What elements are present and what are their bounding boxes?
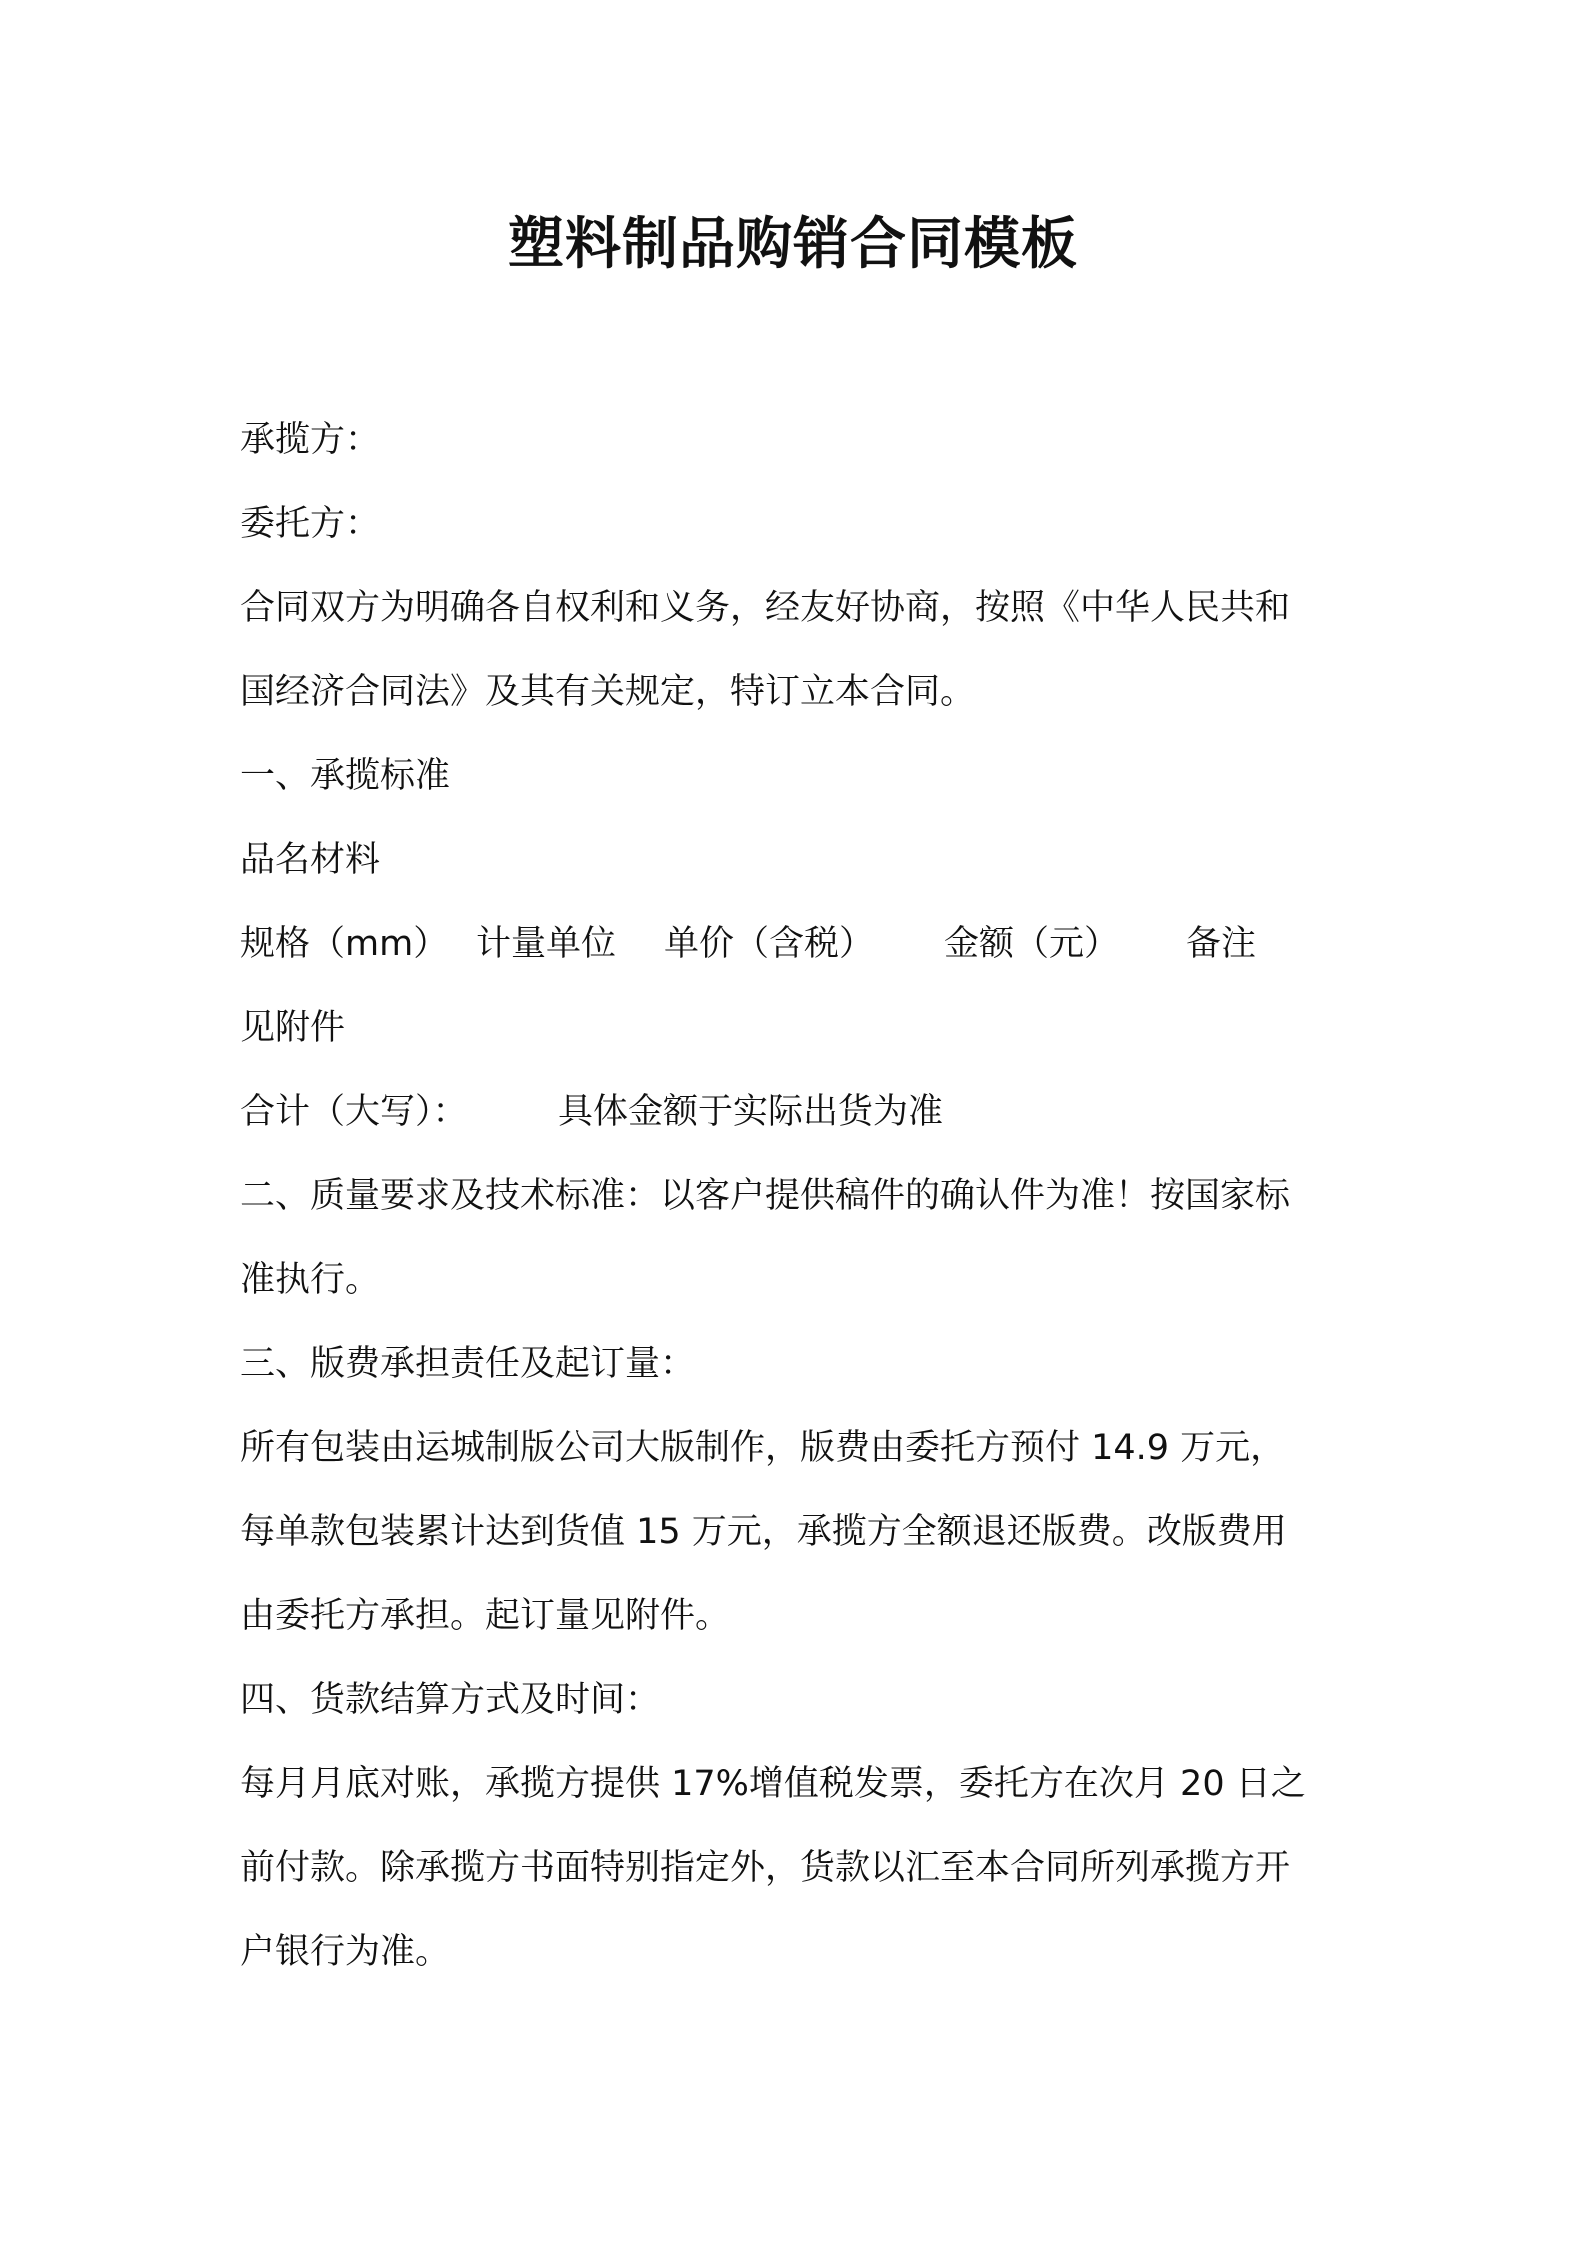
contractor-label: 承揽方： [240, 420, 381, 460]
header-note: 备注 [1186, 924, 1257, 964]
section3-heading: 三、版费承担责任及起订量： [240, 1344, 696, 1384]
client-label: 委托方： [240, 504, 381, 544]
total-row [240, 1070, 1360, 1154]
section4-heading: 四、货款结算方式及时间： [240, 1680, 661, 1720]
preamble-line-2: 国经济合同法》及其有关规定，特订立本合同。 [240, 672, 976, 712]
total-label: 合计（大写）： [240, 1092, 468, 1132]
attachment-note: 见附件 [240, 1008, 346, 1048]
header-unit: 计量单位 [476, 924, 617, 964]
section4-line-3: 户银行为准。 [240, 1932, 451, 1972]
header-unit-price: 单价（含税） [664, 924, 875, 964]
section4-line-2: 前付款。除承揽方书面特别指定外，货款以汇至本合同所列承揽方开 [240, 1848, 1291, 1888]
section3-line-1: 所有包装由运城制版公司大版制作，版费由委托方预付 14.9 万元， [240, 1428, 1286, 1468]
total-value: 具体金额于实际出货为准 [558, 1092, 944, 1132]
section4-line-1: 每月月底对账，承揽方提供 17%增值税发票，委托方在次月 20 日之 [240, 1764, 1306, 1804]
document-body [240, 398, 1360, 1994]
section2-line-1: 二、质量要求及技术标准：以客户提供稿件的确认件为准！按国家标 [240, 1176, 1291, 1216]
header-amount: 金额（元） [944, 924, 1120, 964]
header-spec: 规格（mm） [240, 924, 449, 964]
section2-line-2: 准执行。 [240, 1260, 381, 1300]
preamble-line-1: 合同双方为明确各自权利和义务，经友好协商，按照《中华人民共和 [240, 588, 1291, 628]
section3-line-2: 每单款包装累计达到货值 15 万元，承揽方全额退还版费。改版费用 [240, 1512, 1287, 1552]
document-title: 塑料制品购销合同模板 [508, 212, 1078, 277]
section3-line-3: 由委托方承担。起订量见附件。 [240, 1596, 731, 1636]
section1-heading: 一、承揽标准 [240, 756, 451, 796]
product-label: 品名材料 [240, 840, 381, 880]
table-header-row [240, 902, 1360, 986]
